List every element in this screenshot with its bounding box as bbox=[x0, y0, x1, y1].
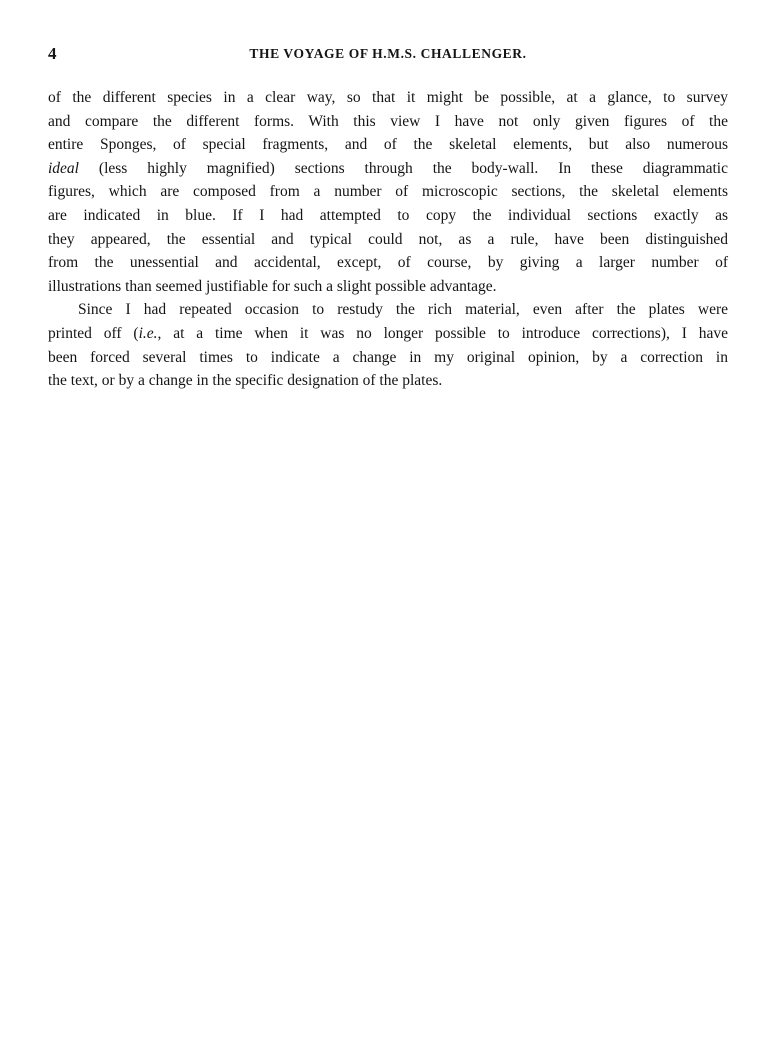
italic-term: i.e. bbox=[138, 324, 158, 342]
text-segment: , at a time when it was no longer possible to introduce corrections), I have bbox=[157, 324, 728, 342]
running-head bbox=[48, 44, 728, 66]
text-line bbox=[48, 157, 728, 181]
page-number: 4 bbox=[48, 44, 57, 63]
italic-term: ideal bbox=[48, 159, 79, 177]
text-line: from the unessential and accidental, except, of course, by giving a larger number of bbox=[48, 254, 728, 272]
text-line: and compare the different forms. With this view I have not only given figures of the bbox=[48, 112, 728, 130]
text-line: the text, or by a change in the specific designation of the plates. bbox=[48, 372, 443, 390]
text-segment: printed off ( bbox=[48, 324, 139, 342]
text-segment: (less highly magnified) sections through the body-wall. In these diagrammatic bbox=[79, 159, 728, 177]
text-line: illustrations than seemed justifiable for such a slight possible advantage. bbox=[48, 277, 497, 295]
text-line: been forced several times to indicate a change in my original opinion, by a correction in bbox=[48, 348, 728, 366]
body-text bbox=[48, 86, 728, 393]
text-line: entire Sponges, of special fragments, and of the skeletal elements, but also numerous bbox=[48, 136, 728, 154]
text-line: of the different species in a clear way, so that it might be possible, at a glance, to survey bbox=[48, 89, 728, 106]
text-line: figures, which are composed from a number of microscopic sections, the skeletal elements bbox=[48, 183, 728, 201]
text-line: they appeared, the essential and typical could not, as a rule, have been distinguished bbox=[48, 230, 728, 248]
running-title: THE VOYAGE OF H.M.S. CHALLENGER. bbox=[249, 46, 527, 61]
text-line: Since I had repeated occasion to restudy the rich material, even after the plates were bbox=[78, 301, 728, 319]
text-line bbox=[48, 322, 728, 346]
text-line: are indicated in blue. If I had attempted to copy the individual sections exactly as bbox=[48, 206, 728, 224]
